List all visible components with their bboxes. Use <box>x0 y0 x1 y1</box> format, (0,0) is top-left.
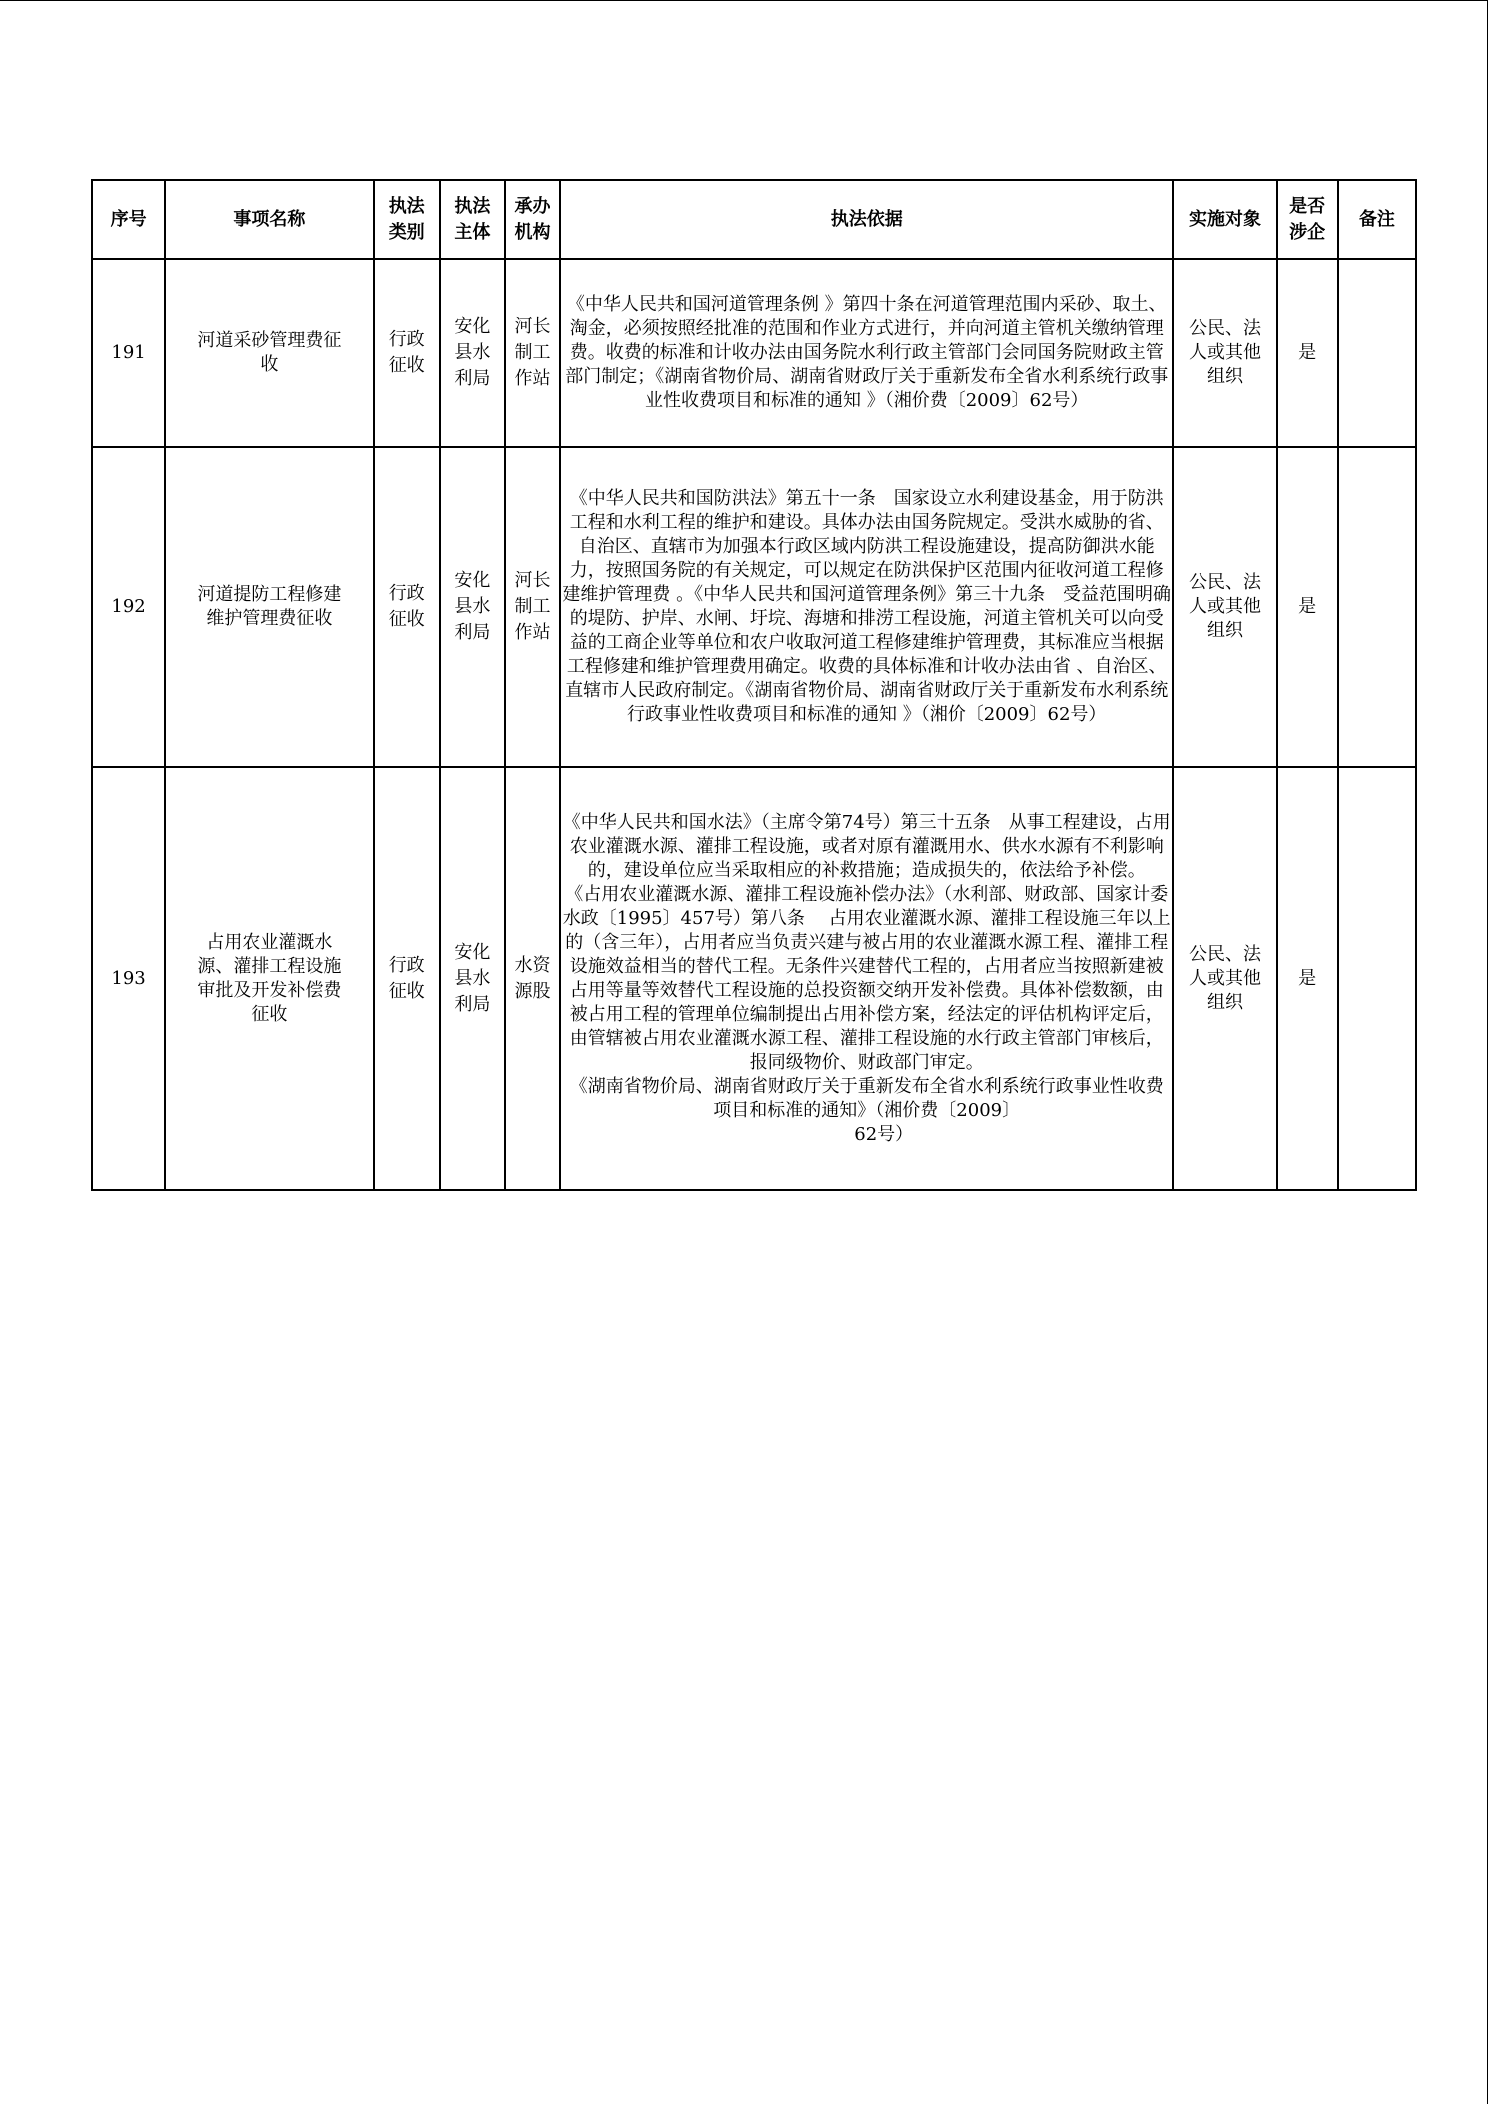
basis-paragraph: 《湖南省物价局、湖南省财政厅关于重新发布全省水利系统行政事业性收费项目和标准的通知》（湘价费〔2009〕 <box>569 1075 1164 1121</box>
cell-involves-enterprise: 是 <box>1277 447 1338 767</box>
header-involves-enterprise: 是否涉企 <box>1277 180 1338 259</box>
cell-item-name: 占用农业灌溉水源、灌排工程设施审批及开发补偿费征收 <box>165 767 373 1190</box>
cell-remark <box>1338 447 1416 767</box>
cell-remark <box>1338 767 1416 1190</box>
cell-basis <box>560 259 1173 447</box>
cell-basis <box>560 447 1173 767</box>
table-header-row <box>92 180 1416 259</box>
cell-category: 行政征收 <box>374 447 440 767</box>
cell-item-name: 河道提防工程修建维护管理费征收 <box>165 447 373 767</box>
header-handler: 承办机构 <box>505 180 560 259</box>
cell-involves-enterprise: 是 <box>1277 259 1338 447</box>
table-row <box>92 447 1416 767</box>
basis-paragraph: 《中华人民共和国水法》（主席令第74号）第三十五条 从事工程建设，占用农业灌溉水源、灌排工程设施，或者对原有灌溉用水、供水水源有不利影响的，建设单位应当采取相应的补救措施；造成损失的，依法给予补偿。 <box>562 811 1171 881</box>
cell-category: 行政征收 <box>374 767 440 1190</box>
basis-paragraph: 《占用农业灌溉水源、灌排工程设施补偿办法》（水利部、财政部、国家计委水政〔1995〕457号）第八条 占用农业灌溉水源、灌排工程设施三年以上的（含三年），占用者应当负责兴建与被占用的农业灌溉水源工程、灌排工程设施效益相当的替代工程。无条件兴建替代工程的，占用者应当按照新建被占用等量等效替代工程设施的总投资额交纳开发补偿费。具体补偿数额，由被占用工程的管理单位编制提出占用补偿方案，经法定的评估机构评定后，由管辖被占用农业灌溉水源工程、灌排工程设施的水行政主管部门审核后，报同级物价、财政部门审定。 <box>562 883 1171 1073</box>
header-category: 执法类别 <box>374 180 440 259</box>
cell-item-name: 河道采砂管理费征收 <box>165 259 373 447</box>
basis-paragraph: 62号） <box>854 1123 914 1145</box>
header-target: 实施对象 <box>1173 180 1276 259</box>
header-basis: 执法依据 <box>560 180 1173 259</box>
cell-handler: 水资源股 <box>505 767 560 1190</box>
cell-handler: 河长制工作站 <box>505 259 560 447</box>
cell-target: 公民、法人或其他组织 <box>1173 259 1276 447</box>
cell-category: 行政征收 <box>374 259 440 447</box>
page-top-edge <box>0 0 1488 1</box>
table-row <box>92 259 1416 447</box>
cell-seq: 191 <box>92 259 165 447</box>
header-item-name: 事项名称 <box>165 180 373 259</box>
header-remark: 备注 <box>1338 180 1416 259</box>
cell-seq: 193 <box>92 767 165 1190</box>
cell-basis <box>560 767 1173 1190</box>
cell-handler: 河长制工作站 <box>505 447 560 767</box>
header-subject: 执法主体 <box>440 180 505 259</box>
cell-involves-enterprise: 是 <box>1277 767 1338 1190</box>
enforcement-items-table <box>91 179 1417 1191</box>
cell-target: 公民、法人或其他组织 <box>1173 447 1276 767</box>
table-row <box>92 767 1416 1190</box>
cell-subject: 安化县水利局 <box>440 259 505 447</box>
header-seq: 序号 <box>92 180 165 259</box>
basis-paragraph: 《中华人民共和国河道管理条例 》第四十条在河道管理范围内采砂、取土、淘金，必须按照经批准的范围和作业方式进行，并向河道主管机关缴纳管理费。收费的标准和计收办法由国务院水利行政主管部门会同国务院财政主管部门制定；《湖南省物价局、湖南省财政厅关于重新发布全省水利系统行政事业性收费项目和标准的通知 》（湘价费〔2009〕62号） <box>565 294 1169 411</box>
basis-paragraph: 《中华人民共和国防洪法》第五十一条 国家设立水利建设基金，用于防洪工程和水利工程的维护和建设。具体办法由国务院规定。受洪水威胁的省、自治区、直辖市为加强本行政区域内防洪工程设施建设，提高防御洪水能力，按照国务院的有关规定，可以规定在防洪保护区范围内征收河道工程修建维护管理费 。《中华人民共和国河道管理条例》第三十九条 受益范围明确的堤防、护岸、水闸、圩垸、海塘和排涝工程设施，河道主管机关可以向受益的工商企业等单位和农户收取河道工程修建维护管理费，其标准应当根据工程修建和维护管理费用确定。收费的具体标准和计收办法由省 、自治区、直辖市人民政府制定。《湖南省物价局、湖南省财政厅关于重新发布水利系统行政事业性收费项目和标准的通知 》（湘价〔2009〕62号） <box>562 488 1172 725</box>
cell-remark <box>1338 259 1416 447</box>
cell-subject: 安化县水利局 <box>440 447 505 767</box>
cell-target: 公民、法人或其他组织 <box>1173 767 1276 1190</box>
cell-subject: 安化县水利局 <box>440 767 505 1190</box>
cell-seq: 192 <box>92 447 165 767</box>
